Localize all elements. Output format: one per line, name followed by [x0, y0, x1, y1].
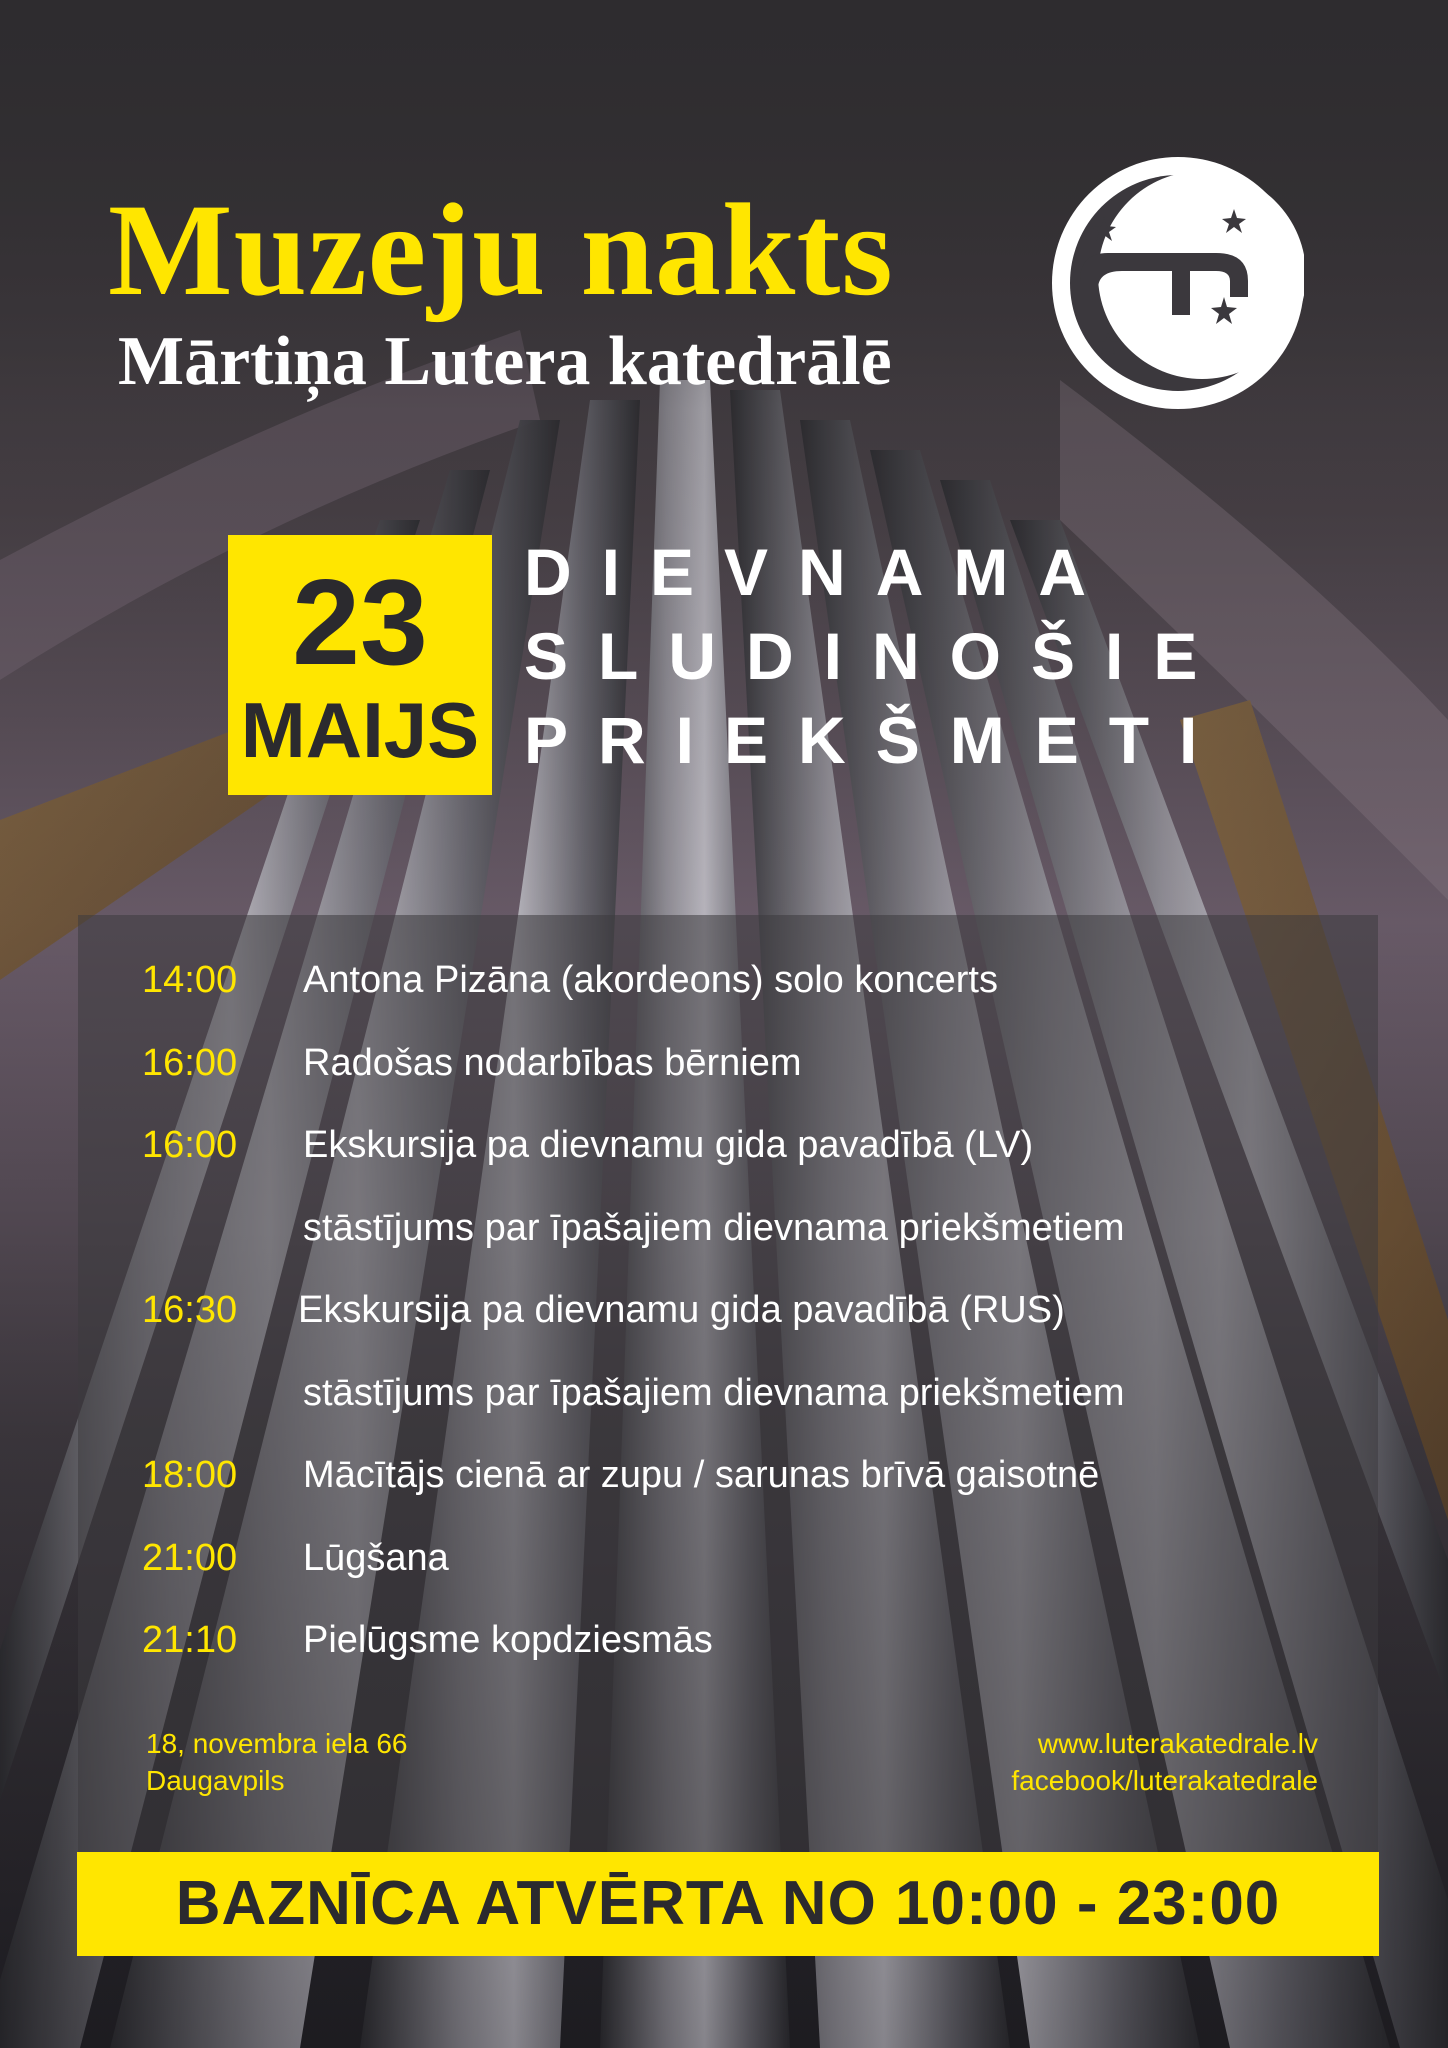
theme-line: DIEVNAMA: [524, 535, 1117, 609]
schedule-description: Antona Pizāna (akordeons) solo koncerts: [303, 959, 998, 1001]
schedule-time: 21:10: [142, 1619, 238, 1661]
contact-links: [1011, 1725, 1318, 1799]
schedule-description: Mācītājs cienā ar zupu / sarunas brīvā gaisotnē: [303, 1454, 1100, 1496]
schedule-row: [78, 1610, 1378, 1670]
schedule-time: 16:00: [142, 1042, 238, 1084]
schedule-row: [78, 1033, 1378, 1093]
facebook-link[interactable]: facebook/luterakatedrale: [1011, 1765, 1318, 1796]
opening-hours-text: BAZNĪCA ATVĒRTA NO 10:00 - 23:00: [175, 1869, 1281, 1938]
schedule-row: [78, 1363, 1378, 1423]
schedule-description: stāstījums par īpašajiem dievnama priekšmetiem: [303, 1372, 1125, 1414]
schedule-time: 18:00: [142, 1454, 238, 1496]
schedule-panel: [78, 915, 1378, 1858]
event-title: Muzeju nakts: [108, 176, 894, 323]
venue-subtitle: Mārtiņa Lutera katedrālē: [118, 323, 892, 400]
website-link[interactable]: www.luterakatedrale.lv: [1037, 1728, 1318, 1759]
schedule-row: [78, 1198, 1378, 1258]
schedule-row: [78, 950, 1378, 1010]
venue-address: [146, 1725, 408, 1799]
date-day: 23: [292, 554, 428, 690]
opening-hours-banner: [77, 1852, 1379, 1956]
schedule-time: 16:30: [142, 1289, 238, 1331]
schedule-time: 16:00: [142, 1124, 238, 1166]
theme-line: PRIEKŠMETI: [524, 703, 1228, 777]
schedule-description: stāstījums par īpašajiem dievnama priekšmetiem: [303, 1207, 1125, 1249]
schedule-row: [78, 1280, 1378, 1340]
schedule-row: [78, 1115, 1378, 1175]
schedule-row: [78, 1528, 1378, 1588]
schedule-description: Ekskursija pa dievnamu gida pavadībā (RUS): [298, 1289, 1065, 1331]
schedule-time: 14:00: [142, 959, 238, 1001]
address-city: Daugavpils: [146, 1765, 285, 1796]
event-theme: [524, 530, 1244, 782]
schedule-description: Radošas nodarbības bērniem: [303, 1042, 802, 1084]
theme-line: SLUDINOŠIE: [524, 619, 1228, 693]
schedule-description: Lūgšana: [303, 1537, 449, 1579]
address-street: 18, novembra iela 66: [146, 1728, 408, 1759]
schedule-time: 21:00: [142, 1537, 238, 1579]
date-month: MAIJS: [240, 686, 480, 774]
schedule-description: Pielūgsme kopdziesmās: [303, 1619, 713, 1661]
schedule-description: Ekskursija pa dievnamu gida pavadībā (LV): [303, 1124, 1034, 1166]
schedule-row: [78, 1445, 1378, 1505]
event-date-badge: [228, 535, 492, 795]
museum-night-logo-icon: [1052, 157, 1304, 409]
